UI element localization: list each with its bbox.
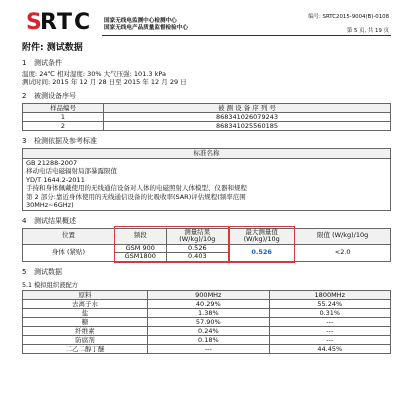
standard-line: GB 21288-2007: [26, 158, 78, 167]
ingredient: 糖: [23, 317, 148, 326]
tissue-recipe-table: [22, 290, 391, 354]
table-row: [23, 317, 391, 326]
standard-line: 移动电话电磁辐射局部暴露限值: [26, 167, 117, 175]
section-1-heading: [22, 58, 391, 68]
table-row: [23, 335, 391, 344]
attachment-title: 附件: 测试数据: [22, 43, 83, 53]
max-measured-value: 0.526: [229, 244, 295, 261]
ratio-1800: ---: [269, 317, 390, 326]
ratio-900: 0.18%: [148, 335, 269, 344]
section-2-title: 被测设备序号: [34, 92, 76, 100]
standard-line: 30MHz~6GHz): [26, 201, 74, 209]
section-5-title: 测试数据: [34, 267, 62, 276]
table-row: [23, 308, 391, 317]
table-header-row: [23, 290, 391, 299]
org-line-2: 国家无线电产品质量监督检验中心: [104, 25, 188, 31]
ratio-1800: 0.31%: [269, 308, 390, 317]
ratio-1800: 44.45%: [269, 344, 390, 353]
limit-value: <2.0: [295, 244, 391, 261]
highlight-box-max-value: [229, 226, 295, 263]
column-header: 900MHz: [148, 290, 269, 299]
document-number: 编号: SRTC2015-9004(B)-0108: [308, 14, 389, 20]
test-position: 身体 (紧贴): [23, 244, 115, 261]
sample-number: 2: [23, 122, 104, 131]
ratio-1800: 55.24%: [269, 299, 390, 308]
srtc-logo: [26, 12, 98, 36]
column-header: 频段: [115, 228, 167, 244]
ingredient: 去离子水: [23, 299, 148, 308]
column-header: 样品编号: [23, 104, 104, 113]
ratio-1800: ---: [269, 335, 390, 344]
table-header-row: [23, 149, 391, 159]
organization-name: [104, 18, 188, 32]
sample-number: 1: [23, 113, 104, 122]
table-row: [23, 122, 391, 131]
highlight-box-band-results: [114, 226, 228, 263]
table-row: [23, 158, 391, 210]
ratio-900: ---: [148, 344, 269, 353]
ingredient: 二乙二醇丁醚: [23, 344, 148, 353]
ratio-900: 40.29%: [148, 299, 269, 308]
standards-table: [22, 148, 391, 211]
section-3-number: 3: [22, 137, 27, 145]
table-row: [23, 113, 391, 122]
ingredient: 纤维素: [23, 326, 148, 335]
ratio-900: 0.24%: [148, 326, 269, 335]
ingredient: 防腐剂: [23, 335, 148, 344]
section-5-heading: [22, 267, 391, 277]
ratio-900: 57.90%: [148, 317, 269, 326]
page-number: 第 5 页, 共 19 页: [346, 28, 389, 34]
ratio-1800: ---: [269, 326, 390, 335]
measured-result: 0.403: [166, 253, 229, 262]
serial-number: 868341026079243: [103, 113, 390, 122]
table-row: [23, 344, 391, 353]
ingredient: 盐: [23, 308, 148, 317]
column-header: 位置: [23, 228, 115, 244]
column-header: 最大测量值 (W/kg)/10g: [229, 228, 295, 244]
section-4-title: 测试结果概述: [34, 216, 76, 225]
standard-line: YD/T 1644.2-2011: [26, 175, 85, 184]
column-header: 限值 (W/kg)/10g: [295, 228, 391, 244]
logo-letter-r: R: [40, 10, 57, 35]
measured-result: 0.526: [166, 244, 229, 253]
logo-letter-c: C: [74, 10, 91, 35]
table-row: [23, 326, 391, 335]
section-1-number: 1: [22, 59, 27, 67]
section-4-number: 4: [22, 216, 27, 225]
ratio-900: 1.38%: [148, 308, 269, 317]
results-summary-wrapper: [22, 228, 391, 262]
test-date: 测试时间: 2015 年 12 月 28 日至 2015 年 12 月 29 日: [22, 78, 187, 86]
section-1-title: 测试条件: [34, 59, 62, 67]
tissue-recipe-subtitle: 5.1 模拟组织液配方: [22, 281, 79, 289]
section-2-heading: [22, 91, 391, 101]
logo-letter-s: S: [26, 10, 42, 35]
serial-number: 868341025560185: [103, 122, 390, 131]
org-line-1: 国家无线电监测中心检测中心: [104, 18, 177, 24]
table-header-row: [23, 104, 391, 113]
standard-line: 第 2 部分:靠近身体使用的无线通信设备的比吸收率(SAR)评估规程(频率范围: [26, 192, 246, 201]
section-3-heading: [22, 136, 391, 146]
frequency-band: GSM1800: [115, 253, 167, 262]
test-environment: 温度: 24℃ 相对湿度: 30% 大气压强: 101.3 kPa: [22, 70, 166, 78]
frequency-band: GSM 900: [115, 244, 167, 253]
section-4-heading: [22, 216, 391, 226]
column-header: 测量结果 (W/kg)/10g: [166, 228, 229, 244]
standards-list: [23, 158, 391, 210]
section-2-number: 2: [22, 92, 27, 100]
column-header: 被 测 设 备 序 列 号: [103, 104, 390, 113]
device-serial-table: [22, 103, 391, 131]
section-3-title: 检测依据及参考标准: [34, 137, 97, 145]
page-header: [22, 6, 391, 34]
column-header: 标准名称: [23, 149, 391, 159]
column-header: 1800MHz: [269, 290, 390, 299]
table-row: [23, 299, 391, 308]
logo-letter-t: T: [57, 10, 73, 35]
header-divider: [102, 35, 391, 36]
column-header: 原料: [23, 290, 148, 299]
section-5-number: 5: [22, 267, 27, 276]
standard-line: 手持和身体佩戴使用的无线通信设备对人体的电磁照射人体模型、仪器和规程: [26, 184, 247, 192]
